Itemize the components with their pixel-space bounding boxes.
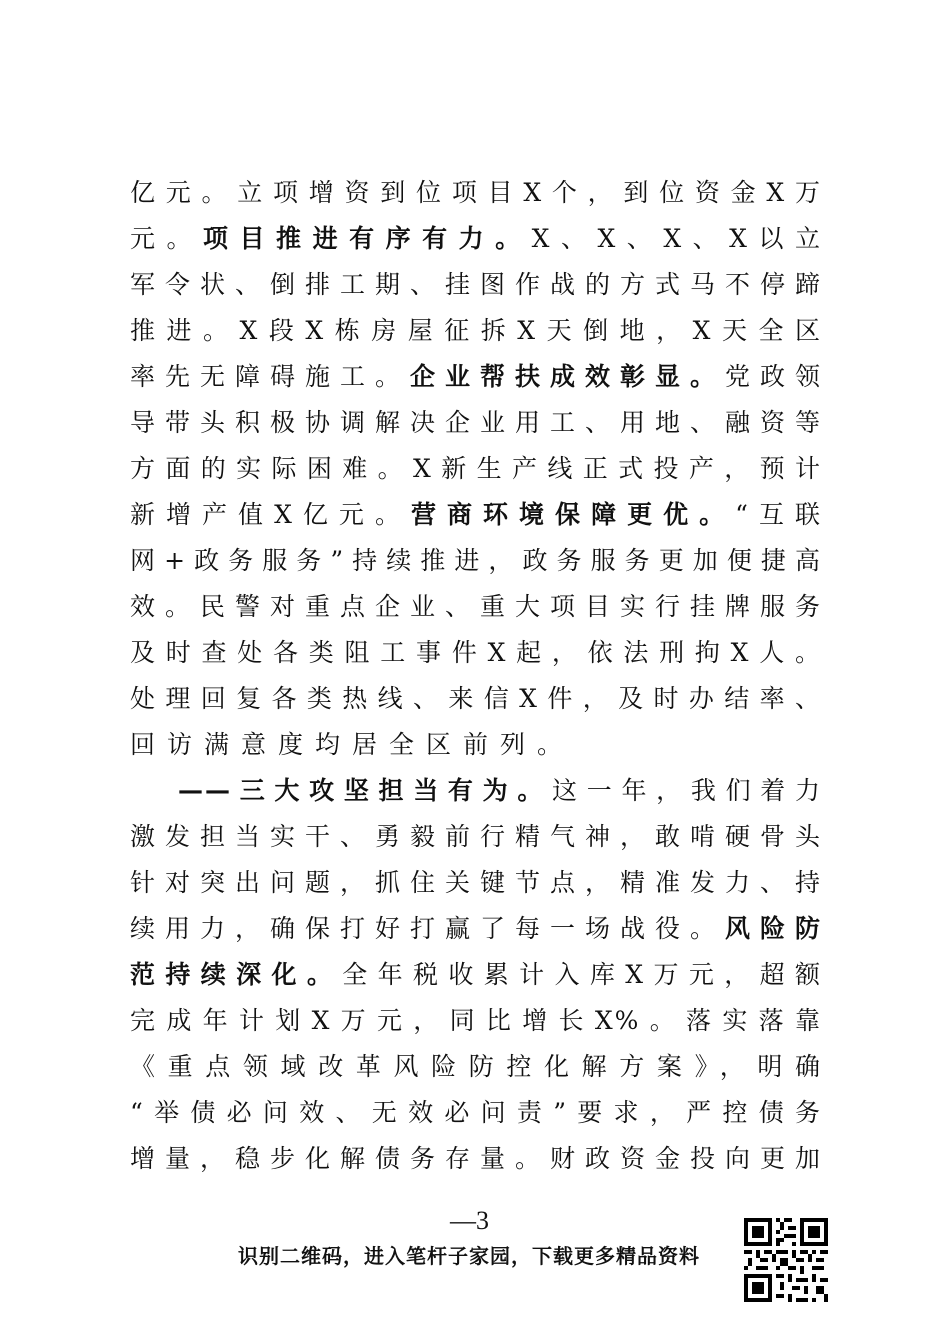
text-line: ——三大攻坚担当有为。这一年，我们着力 bbox=[178, 776, 822, 805]
text-line: 导带头积极协调解决企业用工、用地、融资等 bbox=[130, 408, 822, 437]
qr-code-icon[interactable] bbox=[744, 1218, 828, 1302]
text-line: 及时查处各类阻工事件X起，依法刑拘X人。 bbox=[130, 638, 822, 667]
text-line: 亿元。立项增资到位项目X个，到位资金X万 bbox=[130, 178, 822, 207]
body-text bbox=[130, 170, 822, 1182]
text-line: 续用力，确保打好打赢了每一场战役。风险防 bbox=[130, 914, 822, 943]
text-line: 范持续深化。全年税收累计入库X万元，超额 bbox=[130, 960, 822, 989]
bold-heading: 企业帮扶成效彰显。 bbox=[409, 362, 725, 391]
bold-heading: ——三大攻坚担当有为。 bbox=[178, 776, 553, 805]
text-line: 效。民警对重点企业、重大项目实行挂牌服务 bbox=[130, 592, 822, 621]
text-line: 激发担当实干、勇毅前行精气神，敢啃硬骨头 bbox=[130, 822, 822, 851]
bold-heading: 营商环境保障更优。 bbox=[410, 500, 736, 529]
text-line: 新增产值X亿元。营商环境保障更优。“互联 bbox=[130, 500, 822, 529]
text-line: 《重点领域改革风险防控化解方案》，明确 bbox=[130, 1052, 822, 1081]
text-line: 完成年计划X万元，同比增长X%。落实落靠 bbox=[130, 1006, 822, 1035]
page-number: —3 bbox=[450, 1206, 489, 1235]
text-line: 推进。X段X栋房屋征拆X天倒地，X天全区 bbox=[130, 316, 822, 345]
text-line: 处理回复各类热线、来信X件，及时办结率、 bbox=[130, 684, 822, 713]
footer-note: 识别二维码，进入笔杆子家园，下载更多精品资料 bbox=[238, 1244, 700, 1268]
text-line: 率先无障碍施工。企业帮扶成效彰显。党政领 bbox=[130, 362, 822, 391]
bold-heading: 范持续深化。 bbox=[130, 960, 343, 989]
bold-heading: 风险防 bbox=[724, 914, 822, 943]
text-line: 增量，稳步化解债务存量。财政资金投向更加 bbox=[130, 1144, 822, 1173]
text-line: “举债必问效、无效必问责”要求，严控债务 bbox=[130, 1098, 822, 1127]
text-line: 网+政务服务”持续推进，政务服务更加便捷高 bbox=[130, 546, 822, 575]
text-line: 方面的实际困难。X新生产线正式投产，预计 bbox=[130, 454, 822, 483]
bold-heading: 项目推进有序有力。 bbox=[203, 224, 532, 253]
text-line: 军令状、倒排工期、挂图作战的方式马不停蹄 bbox=[130, 270, 822, 299]
text-line: 元。项目推进有序有力。X、X、X、X以立 bbox=[130, 224, 822, 253]
text-line: 针对突出问题，抓住关键节点，精准发力、持 bbox=[130, 868, 822, 897]
text-line: 回访满意度均居全区前列。 bbox=[130, 730, 575, 759]
